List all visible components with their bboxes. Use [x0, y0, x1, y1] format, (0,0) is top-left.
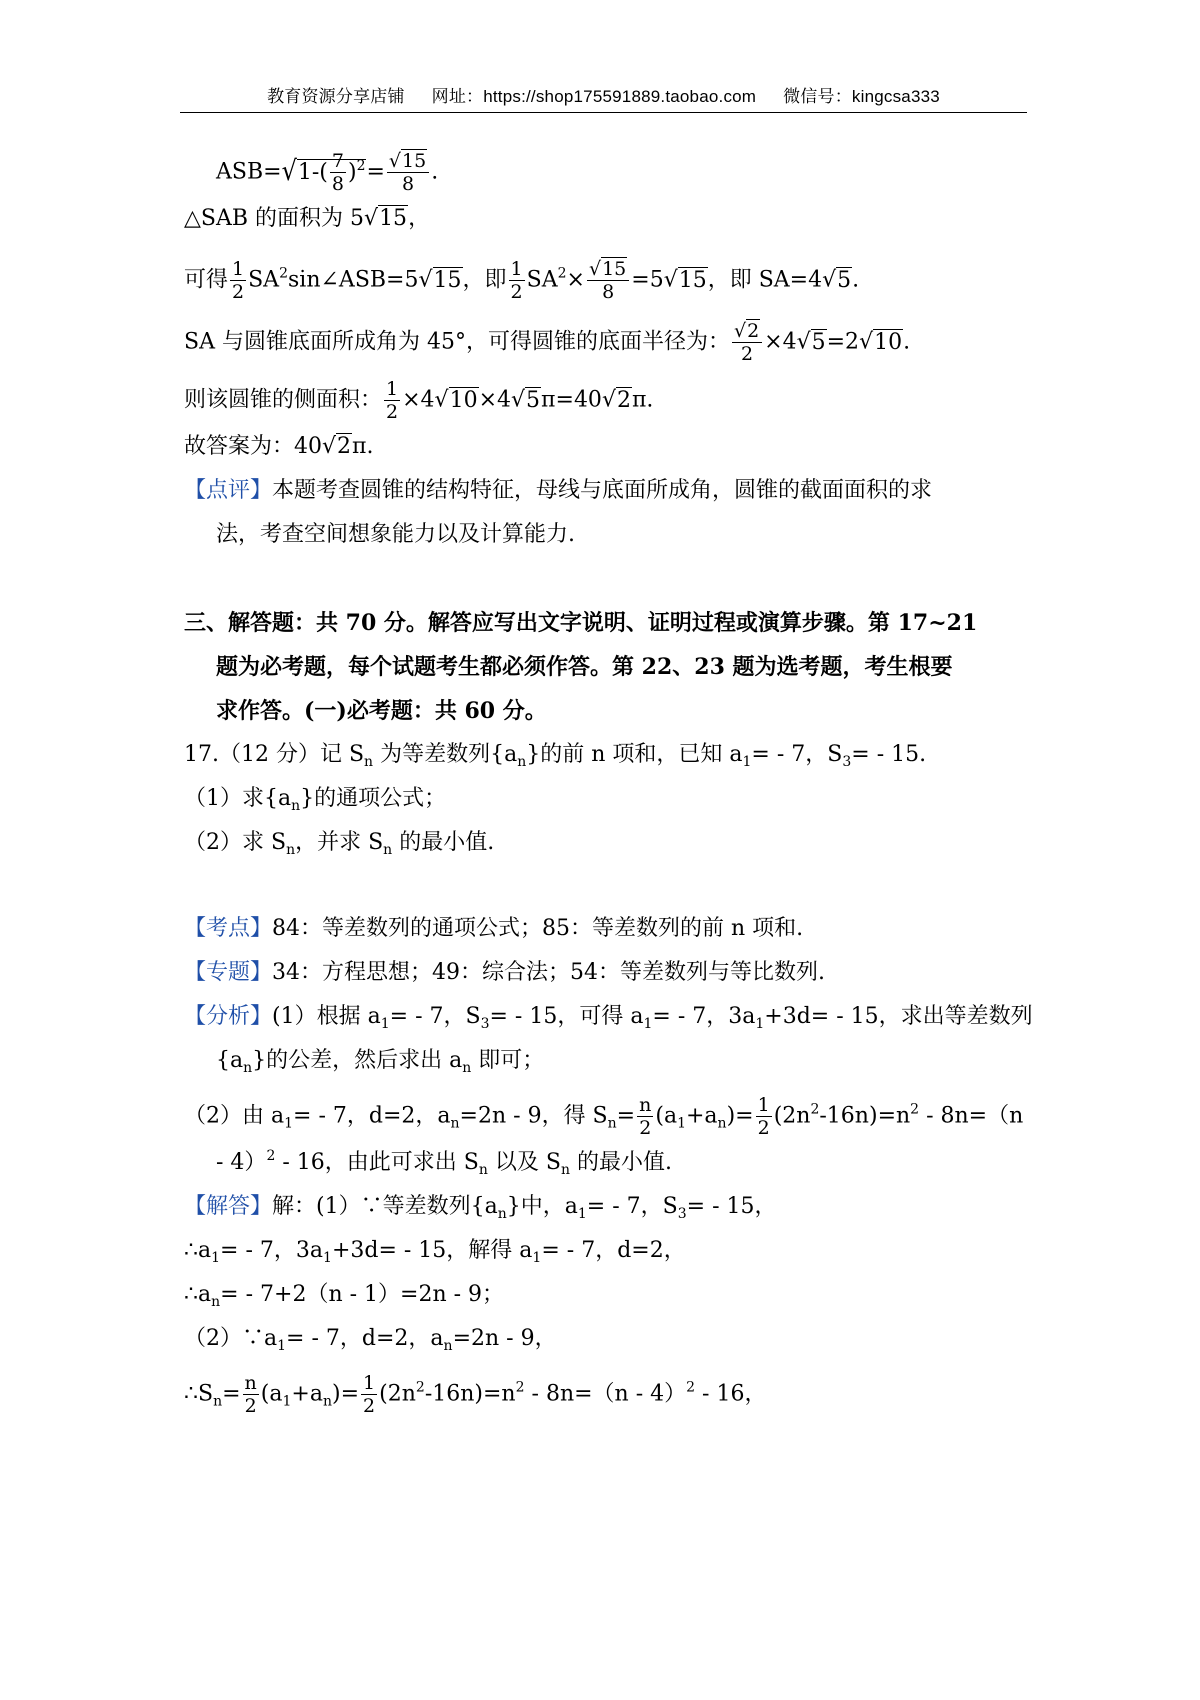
formula-line-lateral: 则该圆锥的侧面积： $\frac{1}{2}$ ×4√10×4√5π=40√2π. [184, 378, 654, 423]
jieda-line-5: $\therefore S_n=$ $\frac{n}{2}$ $(a_1+a_n)=$ $\frac{1}{2}$ $(2n^2-16n)=n^2 - 8n=(n - 4)^2 - 16$， [184, 1372, 767, 1417]
fenxi-tag: 【分析】 [184, 1004, 273, 1029]
formula-line-asb: ASB=√1-( $\frac{7}{8}$ )$^2$= $\frac{√15}{8}$ . [216, 150, 439, 195]
header-site: 网址：https://shop175591889.taobao.com [431, 87, 757, 106]
jieda-line-4: $(2)\because a_1= - 7$，d=2，$a_n=2n - 9$， [184, 1326, 557, 1354]
formula-line-radius: SA 与圆锥底面所成角为 45°，可得圆锥的底面半径为： $\frac{√2}{2}$ ×4√5=2√10. [184, 320, 911, 365]
formula-line-sa: 可得 $\frac{1}{2}$ $SA^2\sin\angle ASB=5√15$，即 $\frac{1}{2}$ $SA^2\times$ $\frac{√15}{8}$ =5√15，即 SA=4√5. [184, 258, 860, 303]
header-wechat: 微信号：kingcsa333 [783, 87, 940, 106]
header-divider [180, 112, 1027, 113]
jieda-line-3: $\therefore a_n= - 7+2(n - 1)=2n - 9$； [184, 1282, 505, 1310]
header-shop: 教育资源分享店铺 [267, 87, 405, 106]
comment-line-1: 【点评】本题考查圆锥的结构特征，母线与底面所成角，圆锥的截面面积的求 [184, 478, 933, 503]
fenxi-line-1: 【分析】(1）根据 $a_1= - 7$，$S_3= - 15$，可得 $a_1= - 7$，$3a_1+3d= - 15$，求出等差数列 [184, 1004, 1033, 1032]
comment-line-2: 法，考查空间想象能力以及计算能力. [216, 522, 575, 547]
section3-line-2: 题为必考题，每个试题考生都必须作答。第 22、23 题为选考题，考生根要 [216, 654, 953, 680]
jieda-tag: 【解答】 [184, 1194, 273, 1219]
fenxi-line-2: $\{a_n\}$的公差，然后求出 $a_n$ 即可； [216, 1048, 545, 1076]
zhuanti-line: 【专题】34：方程思想；49：综合法；54：等差数列与等比数列. [184, 960, 825, 985]
section3-line-1: 三、解答题：共 70 分。解答应写出文字说明、证明过程或演算步骤。第 17~21 [184, 610, 978, 636]
q17-part-2: （2）求 $S_n$，并求 $S_n$ 的最小值. [184, 830, 495, 858]
fenxi-line-4: - 4）$^2$ - 16，由此可求出 $S_n$ 以及 $S_n$ 的最小值. [216, 1148, 672, 1178]
q17-stem: 17.（12 分）记 $S_n$ 为等差数列$\{a_n\}$的前 n 项和，已知 $a_1= - 7$，$S_3= - 15$. [184, 742, 927, 770]
fenxi-line-3: （2）由 $a_1= - 7$，d=2，$a_n=2n - 9$，得 $S_n=$ $\frac{n}{2}$ $(a_1+a_n)=$ $\frac{1}{2}$ $(2n^2-16n)=n^2 - 8n=(n$ [184, 1094, 1024, 1139]
formula-line-area: △SAB 的面积为 5√15， [184, 206, 431, 231]
zhuanti-tag: 【专题】 [184, 960, 273, 985]
jieda-line-2: $\therefore a_1= - 7$，$3a_1+3d= - 15$，解得 $a_1= - 7$，d=2， [184, 1238, 686, 1266]
jieda-line-1: 【解答】解：(1）∵等差数列$\{a_n\}$中，$a_1= - 7$，$S_3= - 15$， [184, 1194, 777, 1222]
section3-line-3: 求作答。(一)必考题：共 60 分。 [216, 698, 547, 724]
q17-part-1: （1）求$\{a_n\}$的通项公式； [184, 786, 447, 814]
kaodian-tag: 【考点】 [184, 916, 273, 941]
answer-line: 故答案为：40√2π. [184, 434, 374, 459]
kaodian-line: 【考点】84：等差数列的通项公式；85：等差数列的前 n 项和. [184, 916, 804, 941]
comment-tag: 【点评】 [184, 478, 273, 503]
page-header [180, 86, 1027, 108]
